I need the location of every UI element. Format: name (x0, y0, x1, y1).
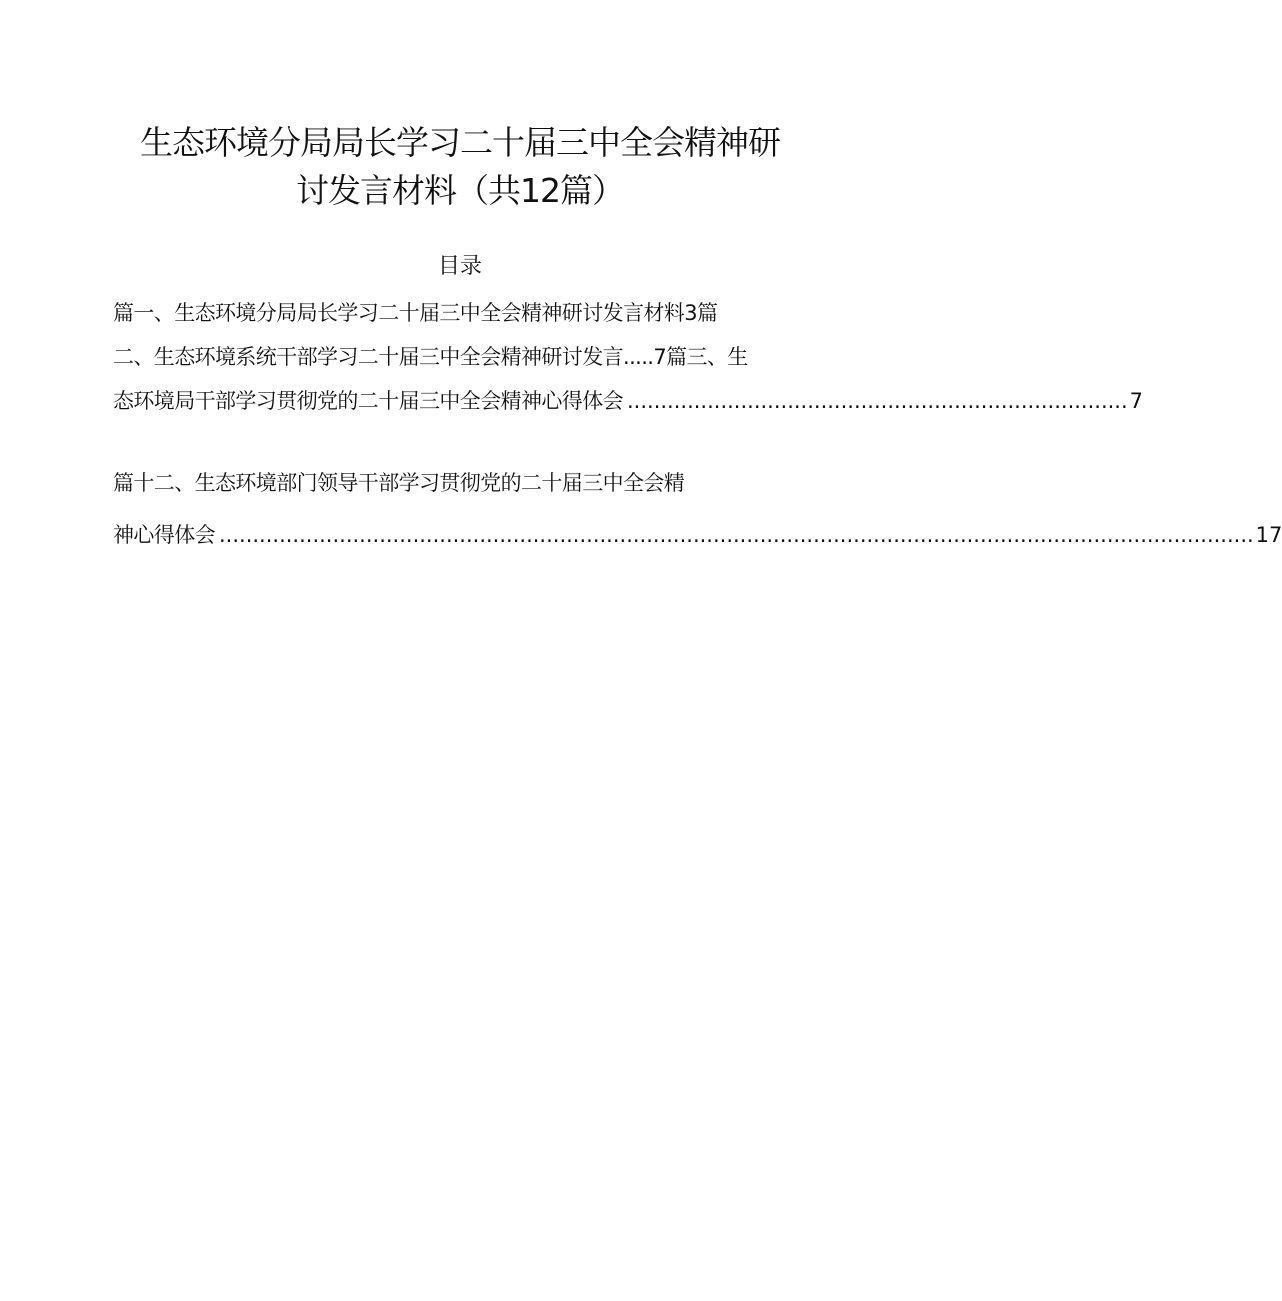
document-title-line-1: 生态环境分局局长学习二十届三中全会精神研 (140, 123, 780, 162)
toc-entry-5-row (113, 520, 1282, 550)
toc-entry-1[interactable]: 篇一、生态环境分局局长学习二十届三中全会精神研讨发言材料3篇 (113, 301, 718, 325)
toc-entry-5-leader: ........................................................................................................................................................... (219, 523, 1254, 547)
toc-entry-3[interactable] (113, 386, 1144, 416)
document-title-line-2: 讨发言材料（共12篇） (296, 171, 624, 210)
toc-heading: 目录 (437, 254, 482, 279)
toc-entry-5-text: 神心得体会 (113, 523, 215, 547)
toc-entry-3-text: 态环境局干部学习贯彻党的二十届三中全会精神心得体会 (113, 389, 623, 413)
toc-entry-3-page-number: 7 (1129, 389, 1144, 413)
toc-entry-3-leader: ........................................................................... (627, 389, 1128, 413)
toc-entry-3-row (113, 386, 1144, 416)
toc-entry-5-page-number: 17 (1255, 523, 1282, 547)
toc-entry-4[interactable]: 篇十二、生态环境部门领导干部学习贯彻党的二十届三中全会精 (113, 471, 685, 495)
toc-entry-2[interactable]: 二、生态环境系统干部学习二十届三中全会精神研讨发言.....7篇三、生 (113, 345, 748, 369)
toc-entry-5[interactable] (113, 520, 1282, 550)
